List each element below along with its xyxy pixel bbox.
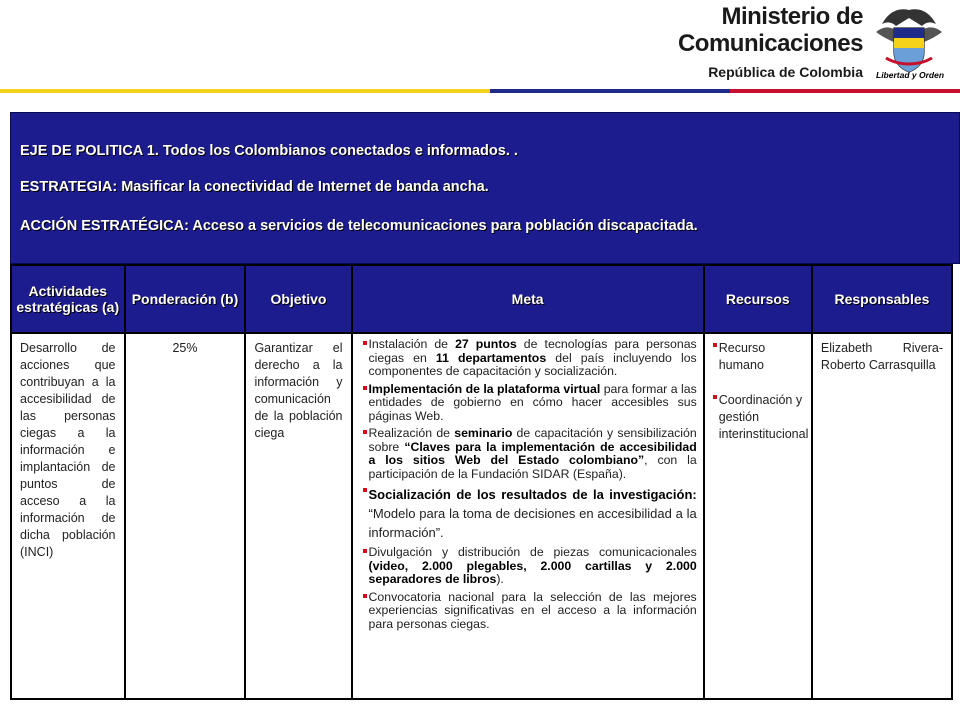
cell-weight: 25% <box>125 333 246 699</box>
goal-item: Socialización de los resultados de la investigación: “Modelo para la toma de decisiones en accesibilidad a la información”. <box>363 485 697 542</box>
cell-goals <box>352 333 704 699</box>
goals-list <box>363 338 697 631</box>
page-header <box>0 0 960 96</box>
goal-item: Divulgación y distribución de piezas comunicacionales (video, 2.000 plegables, 2.000 cartillas y 2.000 separadores de libros). <box>363 546 697 587</box>
cell-activity: Desarrollo de acciones que contribuyan a la accesibilidad de las personas ciegas a la información e implantación de puntos de acceso a la información de dicha población (INCI) <box>11 333 125 699</box>
country-name: República de Colombia <box>708 64 863 80</box>
table-header-row <box>11 265 952 333</box>
resource-item: Coordinación y gestión interinstitucional <box>713 392 803 443</box>
goal-item: Implementación de la plataforma virtual para formar a las entidades de gobierno en cómo hacer accesibles sus páginas Web. <box>363 383 697 424</box>
header-weight: Ponderación (b) <box>125 265 246 333</box>
policy-axis: EJE DE POLITICA 1. Todos los Colombianos conectados e informados. . <box>20 143 518 159</box>
cell-resources <box>704 333 812 699</box>
ministry-title <box>678 4 863 82</box>
activities-table <box>10 264 953 700</box>
flag-stripe-red <box>730 89 960 93</box>
ministry-name-line1: Ministerio de <box>721 3 863 30</box>
strategy: ESTRATEGIA: Masificar la conectividad de Internet de banda ancha. <box>20 179 489 195</box>
flag-stripe-yellow <box>0 89 490 93</box>
policy-banner <box>10 112 960 264</box>
cell-responsible: Elizabeth Rivera- Roberto Carrasquilla <box>812 333 952 699</box>
cell-objective: Garantizar el derecho a la información y comunicación de la población ciega <box>245 333 351 699</box>
motto: Libertad y Orden <box>876 70 945 80</box>
resource-item: Recurso humano <box>713 340 803 374</box>
header-activities: Actividades estratégicas (a) <box>11 265 125 333</box>
flag-color-bar <box>0 89 960 93</box>
table-row <box>11 333 952 699</box>
strategic-action: ACCIÓN ESTRATÉGICA: Acceso a servicios de telecomunicaciones para población discapacitada. <box>20 218 698 234</box>
header-responsible: Responsables <box>812 265 952 333</box>
header-resources: Recursos <box>704 265 812 333</box>
resources-list <box>713 340 809 443</box>
goal-item: Realización de seminario de capacitación y sensibilización sobre “Claves para la implementación de accesibilidad a los sitios Web del Estado colombiano”, con la participación de la Fundación SIDAR (España). <box>363 427 697 481</box>
flag-stripe-blue <box>490 89 730 93</box>
goal-item: Instalación de 27 puntos de tecnologías para personas ciegas en 11 departamentos del país incluyendo los componentes de capacitación y socialización. <box>363 338 697 379</box>
header-goal: Meta <box>352 265 704 333</box>
header-objective: Objetivo <box>245 265 351 333</box>
goal-item: Convocatoria nacional para la selección de las mejores experiencias significativas en el acceso a la información para personas ciegas. <box>363 591 697 632</box>
ministry-name-line2: Comunicaciones <box>677 30 863 57</box>
